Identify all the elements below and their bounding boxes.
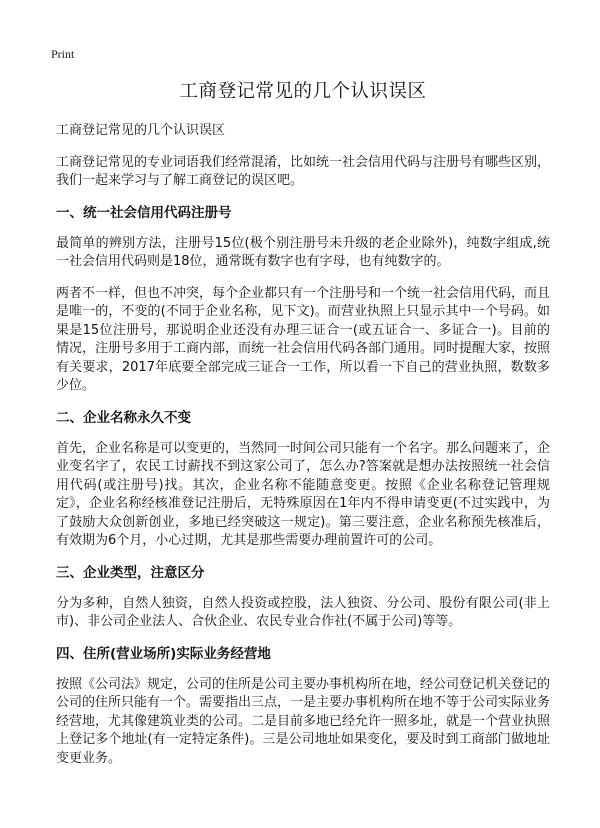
section-heading: 一、统一社会信用代码注册号: [56, 204, 232, 221]
section-company-name: [56, 409, 550, 551]
section-company-type: [56, 564, 550, 632]
intro-paragraph: 工商登记常见的专业词语我们经常混淆，比如统一社会信用代码与注册号有哪些区别，我们一起来学习与了解工商登记的误区吧。: [56, 154, 551, 188]
section-paragraph: 最简单的辨别方法，注册号15位(极个别注册号未升级的老企业除外)，纯数字组成,统一社会信用代码则是18位，通常既有数字也有字母，也有纯数字的。: [56, 235, 550, 269]
section-heading: 三、企业类型，注意区分: [56, 564, 205, 581]
section-heading: 四、住所(营业场所)实际业务经营地: [56, 645, 271, 662]
print-link[interactable]: Print: [51, 47, 75, 61]
section-paragraph: 按照《公司法》规定，公司的住所是公司主要办事机构所在地，经公司登记机关登记的公司的住所只能有一个。需要指出三点，一是主要办事机构所在地不等于公司实际业务经营地，尤其像建筑业类的公司。二是目前多地已经允许一照多址，就是一个营业执照上登记多个地址(有一定特定条件)。三是公司地址如果变化，要及时到工商部门做地址变更业务。: [56, 676, 551, 766]
section-paragraph: 分为多种，自然人独资，自然人投资或控股，法人独资、分公司、股份有限公司(非上市)、非公司企业法人、合伙企业、农民专业合作社(不属于公司)等等。: [56, 595, 550, 629]
section-credit-code: [56, 204, 550, 396]
section-business-address: [56, 645, 550, 769]
section-paragraph: 首先，企业名称是可以变更的，当然同一时间公司只能有一个名字。那么问题来了，企业变名字了，农民工讨薪找不到这家公司了，怎么办?答案就是想办法按照统一社会信用代码(或注册号)找。其次，企业名称不能随意变更。按照《企业名称登记管理规定》，企业名称经核准登记注册后，无特殊原因在1年内不得申请变更(不过实践中，为了鼓励大众创新创业，多地已经突破这一规定)。第三要注意，企业名称预先核准后，有效期为6个月，小心过期，尤其是那些需要办理前置许可的公司。: [56, 440, 551, 548]
document-body: [56, 80, 550, 781]
page-title: 工商登记常见的几个认识误区: [179, 81, 427, 102]
section-paragraph: 两者不一样，但也不冲突，每个企业都只有一个注册号和一个统一社会信用代码，而且是唯一的，不变的(不同于企业名称，见下文)。而营业执照上只显示其中一个号码。如果是15位注册号，那说明企业还没有办理三证合一(或五证合一、多证合一)。目前的情况，注册号多用于工商内部，而统一社会信用代码各部门通用。同时提醒大家，按照有关要求，2017年底要全部完成三证合一工作，所以看一下自己的营业执照，数数多少位。: [56, 285, 551, 393]
document-subtitle: 工商登记常见的几个认识误区: [56, 123, 226, 138]
section-heading: 二、企业名称永久不变: [56, 409, 191, 426]
